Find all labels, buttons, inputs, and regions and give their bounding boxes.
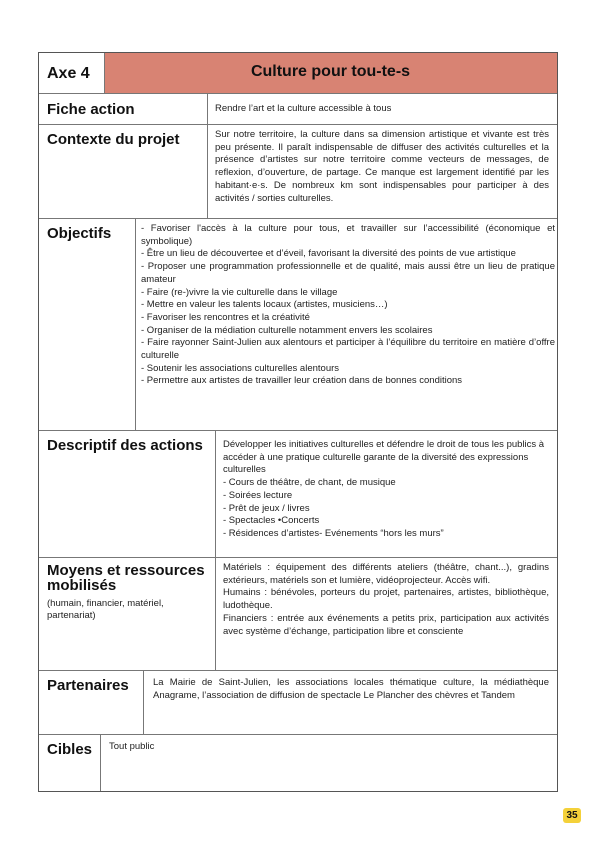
list-item: - Prêt de jeux / livres — [223, 502, 310, 514]
cibles-text: Tout public — [109, 741, 155, 752]
divider — [39, 93, 557, 94]
page-number-badge: 35 — [563, 808, 581, 823]
moyens-sublabel: (humain, financier, matériel, partenariat) — [47, 598, 164, 621]
axe-title: Culture pour tou-te-s — [250, 63, 411, 80]
divider — [215, 430, 216, 557]
divider — [143, 670, 144, 734]
moyens-label: Moyens et ressources mobilisés — [47, 562, 205, 594]
descriptif-list — [223, 439, 549, 541]
divider — [100, 734, 101, 791]
objectifs-list — [141, 223, 555, 388]
list-item: Humains : bénévoles, porteurs du projet, partenaires, artistes, bibliothèque, ludothèque. — [223, 587, 549, 612]
divider — [215, 557, 216, 670]
list-item: - Favoriser les rencontres et la créativité — [141, 311, 310, 323]
list-item: - Soutenir les associations culturelles alentours — [141, 362, 340, 374]
list-item: - Spectacles •Concerts — [223, 515, 320, 527]
list-item: - Être un lieu de découvertee et d’éveil, favorisant la diversité des points de vue artistique — [141, 248, 516, 260]
descriptif-label: Descriptif des actions — [47, 437, 203, 454]
partenaires-label: Partenaires — [47, 677, 129, 694]
list-item: - Mettre en valeur les talents locaux (artistes, musiciens…) — [141, 299, 388, 311]
divider — [39, 218, 557, 219]
list-item: - Proposer une programmation professionnelle et de qualité, mais aussi être un lieu de pratique amateur — [141, 261, 555, 285]
divider — [207, 124, 208, 218]
contexte-text: Sur notre territoire, la culture dans sa dimension artistique et vivante est très peu présente. Il paraît indispensable de diffuser des activités culturelles et la présence d’artistes sur notre territoire comme vecteurs de messages, de reflexion, d’ouverture, de partage. Ce manque est largement identifié par les habitant·e·s. De nombreux km sont indispensables pour participer à des activités / sorties culturelles. — [215, 129, 549, 204]
list-item: Développer les initiatives culturelles et défendre le droit de tous les publics à accéder à une pratique culturelle garante de la diversité des expressions culturelles — [223, 439, 545, 476]
divider — [39, 124, 557, 125]
divider — [135, 218, 136, 430]
cibles-label: Cibles — [47, 741, 93, 758]
divider — [39, 430, 557, 431]
divider — [207, 93, 208, 124]
list-item: - Organiser de la médiation culturelle notamment envers les scolaires — [141, 324, 433, 336]
list-item: - Soirées lecture — [223, 489, 293, 501]
divider — [39, 557, 557, 558]
objectifs-label: Objectifs — [47, 225, 112, 242]
axe-label: Axe 4 — [47, 65, 90, 82]
list-item: - Cours de théâtre, de chant, de musique — [223, 477, 396, 489]
list-item: - Favoriser l'accès à la culture pour tous, et travailler sur l’accessibilité (économique et symbolique) — [141, 223, 555, 247]
list-item: - Faire (re-)vivre la vie culturelle dans le village — [141, 286, 338, 298]
list-item: Matériels : équipement des différents ateliers (théâtre, chant...), gradins extérieurs, matériels son et lumière, vidéoprojecteur. Accès wifi. — [223, 562, 549, 586]
moyens-list — [223, 562, 549, 638]
list-item: - Résidences d’artistes- Evénements “hors les murs” — [223, 527, 444, 539]
list-item: Financiers : entrée aux événements a petits prix, participation aux activités avec système d’échange, participation libre et consciente — [223, 612, 549, 637]
contexte-label: Contexte du projet — [47, 131, 180, 148]
list-item: - Faire rayonner Saint-Julien aux alentours et participer à l’équilibre du territoire en matière d’offre culturelle — [141, 337, 555, 362]
list-item: - Permettre aux artistes de travailler leur création dans de bonnes conditions — [141, 375, 463, 387]
partenaires-text: La Mairie de Saint-Julien, les associations locales thématique culture, la médiathèque Anagrame, l’association de diffusion de spectacle Le Plancher des chèvres et Tandem — [153, 677, 549, 701]
divider — [39, 734, 557, 735]
fiche-label: Fiche action — [47, 101, 135, 118]
divider — [39, 670, 557, 671]
fiche-value: Rendre l’art et la culture accessible à tous — [215, 103, 392, 114]
action-sheet-table — [38, 52, 558, 792]
